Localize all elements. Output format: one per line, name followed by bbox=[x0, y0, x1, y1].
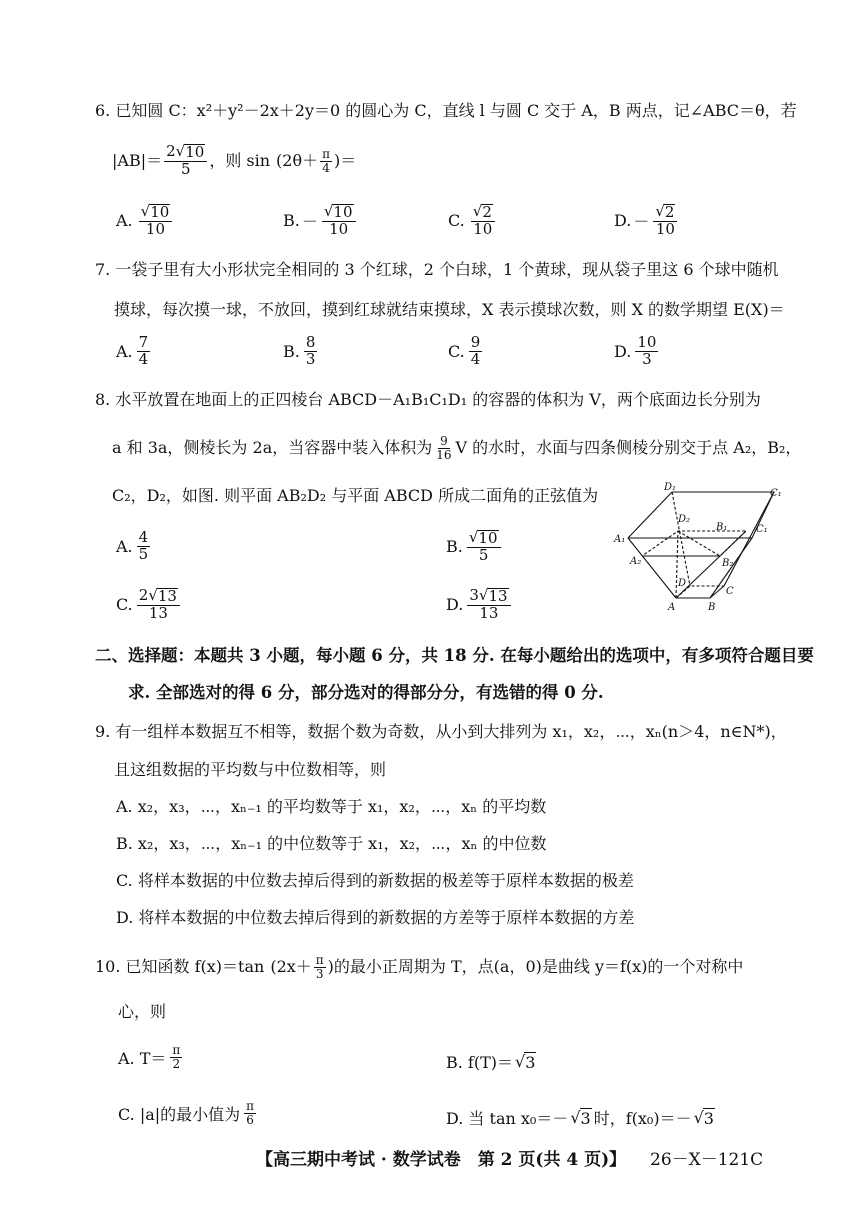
q6-abs-ab: |AB|＝ bbox=[112, 151, 163, 170]
q9-stem-line2: 且这组数据的平均数与中位数相等，则 bbox=[114, 760, 387, 779]
option-text: C. |a|的最小值为 bbox=[118, 1104, 241, 1124]
fig-label: A₁ bbox=[614, 534, 626, 545]
q7-option-c[interactable] bbox=[448, 335, 484, 368]
option-num: 7 bbox=[138, 333, 149, 351]
q8-stem2-post: V 的水时，水面与四条侧棱分别交于点 A₂，B₂， bbox=[455, 438, 802, 457]
q8-option-c[interactable]: C. 2 √ 13 13 bbox=[116, 588, 182, 622]
option-label: A. bbox=[116, 341, 133, 361]
q10-option-b[interactable]: B. f(T)＝ √ 3 bbox=[446, 1051, 536, 1072]
option-den: 5 bbox=[478, 545, 489, 564]
option-text: 时，f(x₀)＝－ bbox=[593, 1109, 692, 1128]
option-den: 13 bbox=[148, 603, 168, 622]
option-coef: 3 bbox=[469, 586, 479, 604]
q6-paren-right: )＝ bbox=[334, 151, 357, 170]
option-den: 4 bbox=[470, 349, 481, 368]
q6-frac-rad: 10 bbox=[185, 143, 205, 162]
option-num: 10 bbox=[637, 333, 657, 351]
q7-option-d[interactable] bbox=[614, 335, 660, 368]
fig-label: C₁ bbox=[756, 524, 768, 535]
q7-option-a[interactable] bbox=[116, 335, 152, 368]
q7-stem-line2: 摸球，每次摸一球，不放回，摸到红球就结束摸球，X 表示摸球次数，则 X 的数学期望 E(X)＝ bbox=[114, 300, 785, 319]
q10-stem1-pre: 10. 已知函数 f(x)＝tan bbox=[95, 957, 265, 976]
option-rad: 3 bbox=[525, 1052, 536, 1072]
option-den: 10 bbox=[655, 219, 675, 238]
q10-option-c[interactable] bbox=[118, 1100, 258, 1126]
option-label: C. bbox=[448, 341, 465, 361]
fig-label: D bbox=[678, 578, 687, 589]
frustum-figure bbox=[612, 482, 792, 617]
fig-label: D₂ bbox=[678, 514, 691, 525]
option-den: 3 bbox=[642, 349, 652, 368]
option-num: π bbox=[246, 1099, 255, 1113]
option-text: B. f(T)＝ bbox=[446, 1053, 514, 1072]
footer-code: 26－X－121C bbox=[650, 1150, 764, 1170]
fig-label: B₁ bbox=[716, 522, 728, 533]
option-label: D. bbox=[614, 211, 632, 231]
q8-stem2-pre: a 和 3a，侧棱长为 2a，当容器中装入体积为 bbox=[112, 438, 433, 457]
q8-frac-den: 16 bbox=[436, 447, 452, 462]
option-coef: 2 bbox=[138, 586, 149, 604]
option-label: C. bbox=[116, 595, 133, 615]
q9-option-b[interactable]: B. x₂，x₃，⋯，xₙ₋₁ 的中位数等于 x₁，x₂，⋯，xₙ 的中位数 bbox=[116, 834, 547, 853]
option-rad: 13 bbox=[488, 587, 508, 605]
q6-option-b[interactable]: B. － √ 10 10 bbox=[283, 204, 358, 238]
q8-stem-line2 bbox=[112, 430, 801, 466]
q10-paren-left: (2x＋ bbox=[270, 957, 312, 976]
fig-label: C₁ bbox=[770, 488, 782, 499]
option-rad: 10 bbox=[150, 203, 170, 221]
option-label: B. bbox=[283, 341, 300, 361]
option-den: 5 bbox=[138, 544, 149, 563]
option-text: D. 当 tan x₀＝－ bbox=[446, 1109, 569, 1128]
q6-option-d[interactable]: D. － √ 2 10 bbox=[614, 204, 679, 238]
fig-label: D₁ bbox=[664, 482, 677, 493]
fig-label: A₂ bbox=[630, 556, 642, 567]
option-den: 10 bbox=[473, 219, 493, 238]
option-den: 10 bbox=[145, 219, 166, 238]
q9-option-c[interactable]: C. 将样本数据的中位数去掉后得到的新数据的极差等于原样本数据的极差 bbox=[116, 871, 634, 890]
option-rad: 2 bbox=[664, 203, 675, 221]
option-den: 4 bbox=[138, 349, 149, 368]
q8-stem-line3: C₂，D₂，如图. 则平面 AB₂D₂ 与平面 ABCD 所成二面角的正弦值为 bbox=[112, 486, 599, 505]
option-den: 2 bbox=[172, 1056, 181, 1071]
fig-label: A bbox=[668, 602, 676, 613]
q10-three: 3 bbox=[315, 966, 324, 981]
section2-line2: 求. 全部选对的得 6 分，部分选对的得部分分，有选错的得 0 分. bbox=[128, 683, 604, 702]
option-label: A. bbox=[116, 536, 133, 556]
option-label: A. bbox=[116, 211, 133, 231]
option-label: B. bbox=[283, 211, 300, 231]
q6-stem-line1: 6. 已知圆 C：x²＋y²－2x＋2y＝0 的圆心为 C，直线 l 与圆 C 交于 A，B 两点，记∠ABC＝θ，若 bbox=[95, 101, 797, 120]
q9-stem-line1: 9. 有一组样本数据互不相等，数据个数为奇数，从小到大排列为 x₁，x₂，⋯，xₙ(n＞4，n∈N*)， bbox=[95, 722, 787, 741]
option-rad: 2 bbox=[482, 203, 492, 221]
q9-option-d[interactable]: D. 将样本数据的中位数去掉后得到的新数据的方差等于原样本数据的方差 bbox=[116, 908, 635, 927]
q7-stem-line1: 7. 一袋子里有大小形状完全相同的 3 个红球，2 个白球，1 个黄球，现从袋子里这 6 个球中随机 bbox=[95, 260, 779, 279]
option-den: 10 bbox=[329, 219, 349, 238]
q10-stem-line1 bbox=[95, 949, 743, 985]
footer-title: 【高三期中考试 · 数学试卷 第 2 页(共 4 页)】 bbox=[256, 1150, 627, 1170]
option-rad: 10 bbox=[333, 203, 353, 221]
q6-stem-line2 bbox=[112, 143, 356, 179]
q6-pi-over-4 bbox=[320, 148, 332, 174]
fig-label: B₂ bbox=[722, 558, 734, 569]
option-num: π bbox=[172, 1043, 181, 1057]
q8-fraction bbox=[434, 435, 453, 461]
q6-pi: π bbox=[322, 146, 330, 161]
option-rad: 13 bbox=[157, 587, 177, 605]
section2-line1: 二、选择题：本题共 3 小题，每小题 6 分，共 18 分. 在每小题给出的选项中，有多项符合题目要 bbox=[95, 646, 814, 665]
option-rad: 3 bbox=[703, 1108, 714, 1128]
q8-option-b[interactable]: B. √ 10 5 bbox=[446, 530, 503, 564]
option-den: 6 bbox=[246, 1112, 254, 1127]
q6-frac-coef: 2 bbox=[166, 142, 176, 161]
option-num: 9 bbox=[470, 333, 481, 351]
q8-option-a[interactable] bbox=[116, 530, 152, 563]
option-num: 8 bbox=[305, 333, 316, 351]
q8-option-d[interactable]: D. 3 √ 13 13 bbox=[446, 588, 513, 622]
q6-then-sin: ，则 sin bbox=[209, 151, 271, 170]
option-den: 3 bbox=[305, 349, 316, 368]
q8-frac-num: 9 bbox=[440, 433, 448, 448]
q10-pi: π bbox=[315, 952, 324, 967]
fig-label: C bbox=[726, 586, 734, 597]
option-text: A. T＝ bbox=[118, 1048, 167, 1068]
q6-four: 4 bbox=[322, 160, 330, 175]
option-label: B. bbox=[446, 537, 463, 557]
q10-pi-over-3 bbox=[314, 954, 326, 980]
q10-option-d[interactable]: D. 当 tan x₀＝－ √ 3 时，f(x₀)＝－ √ 3 bbox=[446, 1107, 714, 1128]
option-sign: － bbox=[301, 212, 318, 232]
fig-label: B bbox=[708, 602, 716, 613]
q10-stem-line2: 心，则 bbox=[118, 1002, 167, 1021]
option-label: C. bbox=[448, 211, 465, 231]
option-den: 13 bbox=[479, 603, 499, 622]
option-rad: 3 bbox=[580, 1108, 591, 1128]
option-rad: 10 bbox=[478, 529, 498, 547]
q7-option-b[interactable] bbox=[283, 335, 319, 368]
option-sign: － bbox=[633, 212, 650, 232]
q6-option-c[interactable]: C. √ 2 10 bbox=[448, 204, 497, 238]
q10-option-a[interactable] bbox=[118, 1044, 184, 1070]
q10-stem1-post: )的最小正周期为 T，点(a，0)是曲线 y＝f(x)的一个对称中 bbox=[327, 957, 744, 976]
q9-option-a[interactable]: A. x₂，x₃，⋯，xₙ₋₁ 的平均数等于 x₁，x₂，⋯，xₙ 的平均数 bbox=[116, 797, 547, 816]
option-num: 4 bbox=[138, 528, 149, 546]
q6-option-a[interactable]: A. √ 10 10 bbox=[116, 204, 174, 238]
q6-fraction: 2 √ 10 5 bbox=[164, 144, 207, 178]
q6-frac-den: 5 bbox=[180, 160, 191, 178]
option-label: D. bbox=[446, 595, 464, 615]
option-label: D. bbox=[614, 341, 632, 361]
q8-stem-line1: 8. 水平放置在地面上的正四棱台 ABCD－A₁B₁C₁D₁ 的容器的体积为 V，两个底面边长分别为 bbox=[95, 390, 761, 409]
q6-paren-left: (2θ＋ bbox=[276, 151, 319, 170]
